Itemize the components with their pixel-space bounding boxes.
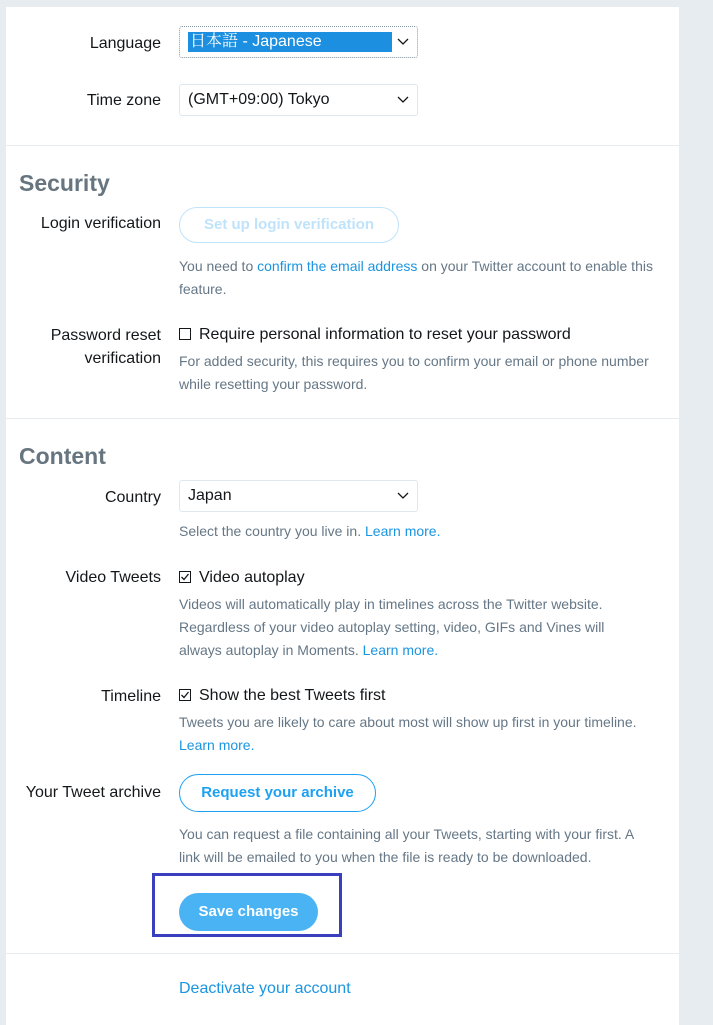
language-select[interactable] [179, 26, 418, 58]
deactivate-account-link[interactable]: Deactivate your account [179, 980, 351, 997]
password-reset-checkbox[interactable] [179, 328, 191, 340]
country-select-value: Japan [188, 487, 232, 504]
country-label: Country [104, 489, 161, 506]
best-tweets-checkbox-row[interactable] [179, 686, 385, 706]
country-learn-more-link[interactable]: Learn more. [365, 523, 441, 539]
security-section-title: Security [19, 170, 110, 196]
section-divider [6, 145, 679, 146]
video-autoplay-checkbox-row[interactable] [179, 568, 305, 588]
timeline-label: Timeline [101, 688, 161, 705]
video-autoplay-label: Video autoplay [199, 569, 305, 586]
checkmark-icon [180, 572, 190, 582]
video-autoplay-help: Videos will automatically play in timelines across the Twitter website. Regardless of your video autoplay setting, video, GIFs and Vines will always autoplay in Moments. Learn more. [179, 596, 605, 658]
password-reset-checkbox-row[interactable] [179, 325, 571, 345]
tweet-archive-help: You can request a file containing all your Tweets, starting with your first. A link will be emailed to you when the file is ready to be downloaded. [179, 826, 634, 865]
section-divider [6, 418, 679, 419]
language-label: Language [89, 35, 161, 52]
chevron-down-icon [397, 491, 409, 500]
checkmark-icon [180, 690, 190, 700]
save-button-highlight-annotation [152, 873, 342, 937]
login-verification-label: Login verification [40, 215, 161, 232]
country-help: Select the country you live in. Learn more. [179, 523, 441, 539]
timeline-learn-more-link[interactable]: Learn more. [179, 737, 255, 753]
best-tweets-checkbox[interactable] [179, 689, 191, 701]
setup-login-verification-button[interactable]: Set up login verification [179, 207, 399, 243]
timezone-select[interactable] [179, 84, 418, 116]
password-reset-checkbox-label: Require personal information to reset your password [199, 326, 571, 343]
video-tweets-label: Video Tweets [65, 569, 161, 586]
timezone-label: Time zone [86, 92, 161, 109]
content-section-title: Content [19, 443, 106, 469]
tweet-archive-label: Your Tweet archive [25, 784, 161, 801]
language-select-value: 日本語 - Japanese [188, 32, 392, 52]
chevron-down-icon [397, 95, 409, 104]
password-reset-help: For added security, this requires you to confirm your email or phone number while resetting your password. [179, 353, 649, 392]
save-changes-button[interactable]: Save changes [179, 893, 318, 931]
request-archive-button[interactable]: Request your archive [179, 774, 376, 812]
login-verification-help: You need to confirm the email address on your Twitter account to enable this feature. [179, 258, 653, 297]
video-learn-more-link[interactable]: Learn more. [362, 642, 439, 658]
timezone-select-value: (GMT+09:00) Tokyo [188, 91, 330, 108]
video-autoplay-checkbox[interactable] [179, 571, 191, 583]
best-tweets-label: Show the best Tweets first [199, 687, 386, 704]
section-divider [6, 953, 679, 954]
timeline-help: Tweets you are likely to care about most will show up first in your timeline. Learn more. [179, 714, 637, 753]
password-reset-label: Password reset verification [50, 327, 161, 367]
chevron-down-icon [397, 37, 409, 46]
settings-panel [5, 6, 679, 1025]
country-select[interactable] [179, 480, 418, 512]
confirm-email-link[interactable]: confirm the email address [257, 258, 418, 274]
